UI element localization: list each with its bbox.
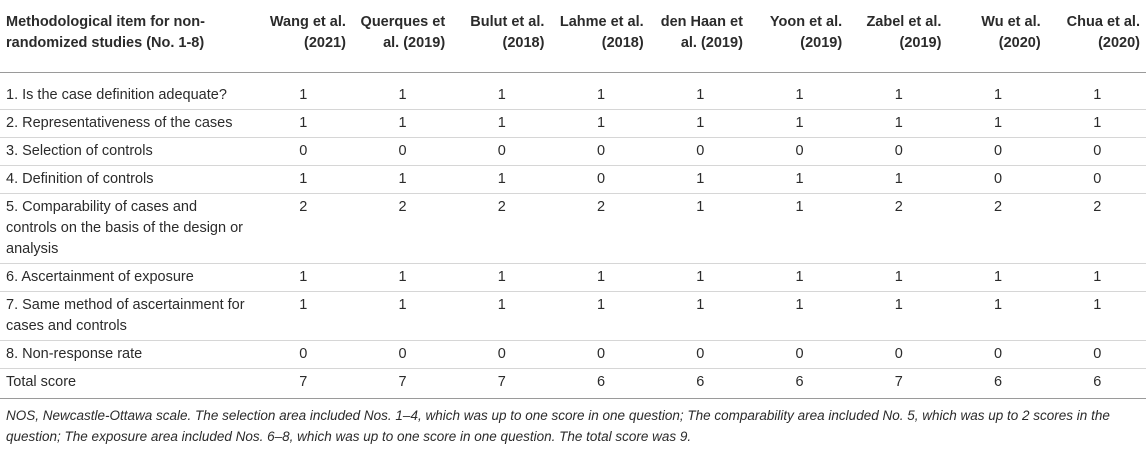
score-cell: 0 (848, 137, 947, 165)
item-label: 4. Definition of controls (0, 165, 253, 193)
score-cell: 0 (947, 165, 1046, 193)
score-cell: 1 (550, 109, 649, 137)
score-cell: 0 (749, 137, 848, 165)
score-cell: 0 (1047, 137, 1146, 165)
score-cell: 1 (451, 165, 550, 193)
score-cell: 0 (1047, 340, 1146, 368)
score-cell: 1 (650, 72, 749, 109)
score-cell: 0 (947, 340, 1046, 368)
item-label: 7. Same method of ascertainment for cases and controls (0, 291, 253, 340)
score-cell: 1 (749, 193, 848, 263)
study-column-header: Yoon et al. (2019) (749, 0, 848, 72)
total-score-label: Total score (0, 368, 253, 398)
score-cell: 2 (550, 193, 649, 263)
score-cell: 1 (550, 263, 649, 291)
score-cell: 1 (253, 291, 352, 340)
score-cell: 1 (451, 72, 550, 109)
study-column-header: Bulut et al. (2018) (451, 0, 550, 72)
score-cell: 1 (749, 72, 848, 109)
study-column-header: Lahme et al. (2018) (550, 0, 649, 72)
score-cell: 2 (848, 193, 947, 263)
score-cell: 1 (650, 291, 749, 340)
score-cell: 0 (550, 137, 649, 165)
item-label: 8. Non-response rate (0, 340, 253, 368)
score-cell: 1 (848, 291, 947, 340)
total-score-cell: 6 (1047, 368, 1146, 398)
score-cell: 1 (650, 263, 749, 291)
score-cell: 1 (749, 291, 848, 340)
total-score-cell: 7 (848, 368, 947, 398)
score-cell: 1 (253, 165, 352, 193)
score-cell: 1 (451, 263, 550, 291)
total-score-cell: 6 (947, 368, 1046, 398)
score-cell: 1 (650, 165, 749, 193)
score-cell: 0 (451, 137, 550, 165)
item-column-header: Methodological item for non-randomized studies (No. 1-8) (0, 0, 253, 72)
score-cell: 1 (947, 263, 1046, 291)
table-footnote: NOS, Newcastle-Ottawa scale. The selection area included Nos. 1–4, which was up to one score in one question; The comparability area included No. 5, which was up to 2 scores in the question; The exposure area included Nos. 6–8, which was up to one score in one question. The total score was 9. (6, 408, 1110, 444)
score-cell: 1 (947, 72, 1046, 109)
score-cell: 1 (451, 291, 550, 340)
study-column-header: Wang et al. (2021) (253, 0, 352, 72)
score-cell: 1 (352, 72, 451, 109)
score-cell: 2 (253, 193, 352, 263)
study-column-header: Zabel et al. (2019) (848, 0, 947, 72)
total-score-cell: 6 (550, 368, 649, 398)
score-cell: 0 (253, 340, 352, 368)
score-cell: 1 (1047, 291, 1146, 340)
score-cell: 1 (848, 72, 947, 109)
total-score-cell: 7 (253, 368, 352, 398)
table-row (0, 291, 1146, 340)
score-cell: 0 (947, 137, 1046, 165)
score-cell: 1 (749, 109, 848, 137)
table-row (0, 137, 1146, 165)
score-cell: 1 (253, 109, 352, 137)
score-cell: 1 (947, 109, 1046, 137)
study-column-header: den Haan et al. (2019) (650, 0, 749, 72)
score-cell: 0 (1047, 165, 1146, 193)
score-cell: 1 (352, 165, 451, 193)
score-cell: 1 (848, 165, 947, 193)
table-row (0, 165, 1146, 193)
score-cell: 0 (650, 340, 749, 368)
score-cell: 0 (253, 137, 352, 165)
score-cell: 1 (1047, 109, 1146, 137)
score-cell: 1 (253, 72, 352, 109)
score-cell: 1 (650, 109, 749, 137)
score-cell: 1 (352, 109, 451, 137)
item-label: 5. Comparability of cases and controls on the basis of the design or analysis (0, 193, 253, 263)
table-header-row (0, 0, 1146, 72)
item-label: 6. Ascertainment of exposure (0, 263, 253, 291)
score-cell: 2 (1047, 193, 1146, 263)
score-cell: 1 (1047, 263, 1146, 291)
score-cell: 1 (848, 263, 947, 291)
study-column-header: Wu et al. (2020) (947, 0, 1046, 72)
score-cell: 1 (550, 291, 649, 340)
table-row (0, 193, 1146, 263)
score-cell: 1 (848, 109, 947, 137)
total-score-cell: 6 (650, 368, 749, 398)
table-row (0, 72, 1146, 109)
score-cell: 0 (550, 165, 649, 193)
item-label: 3. Selection of controls (0, 137, 253, 165)
item-label: 1. Is the case definition adequate? (0, 72, 253, 109)
score-cell: 1 (947, 291, 1046, 340)
study-column-header: Querques et al. (2019) (352, 0, 451, 72)
item-label: 2. Representativeness of the cases (0, 109, 253, 137)
table-row (0, 109, 1146, 137)
total-score-cell: 7 (451, 368, 550, 398)
score-cell: 1 (550, 72, 649, 109)
score-cell: 1 (253, 263, 352, 291)
score-cell: 0 (650, 137, 749, 165)
score-cell: 0 (848, 340, 947, 368)
table-row (0, 263, 1146, 291)
table-row (0, 340, 1146, 368)
score-cell: 1 (1047, 72, 1146, 109)
study-column-header: Chua et al. (2020) (1047, 0, 1146, 72)
score-cell: 1 (749, 165, 848, 193)
score-cell: 2 (352, 193, 451, 263)
score-cell: 0 (749, 340, 848, 368)
score-cell: 2 (451, 193, 550, 263)
score-cell: 0 (550, 340, 649, 368)
total-score-cell: 7 (352, 368, 451, 398)
score-cell: 2 (947, 193, 1046, 263)
total-score-cell: 6 (749, 368, 848, 398)
table-body (0, 72, 1146, 398)
score-cell: 1 (451, 109, 550, 137)
score-cell: 1 (352, 263, 451, 291)
score-cell: 1 (650, 193, 749, 263)
score-cell: 0 (451, 340, 550, 368)
total-score-row (0, 368, 1146, 398)
score-cell: 0 (352, 340, 451, 368)
score-cell: 1 (352, 291, 451, 340)
score-cell: 0 (352, 137, 451, 165)
score-cell: 1 (749, 263, 848, 291)
